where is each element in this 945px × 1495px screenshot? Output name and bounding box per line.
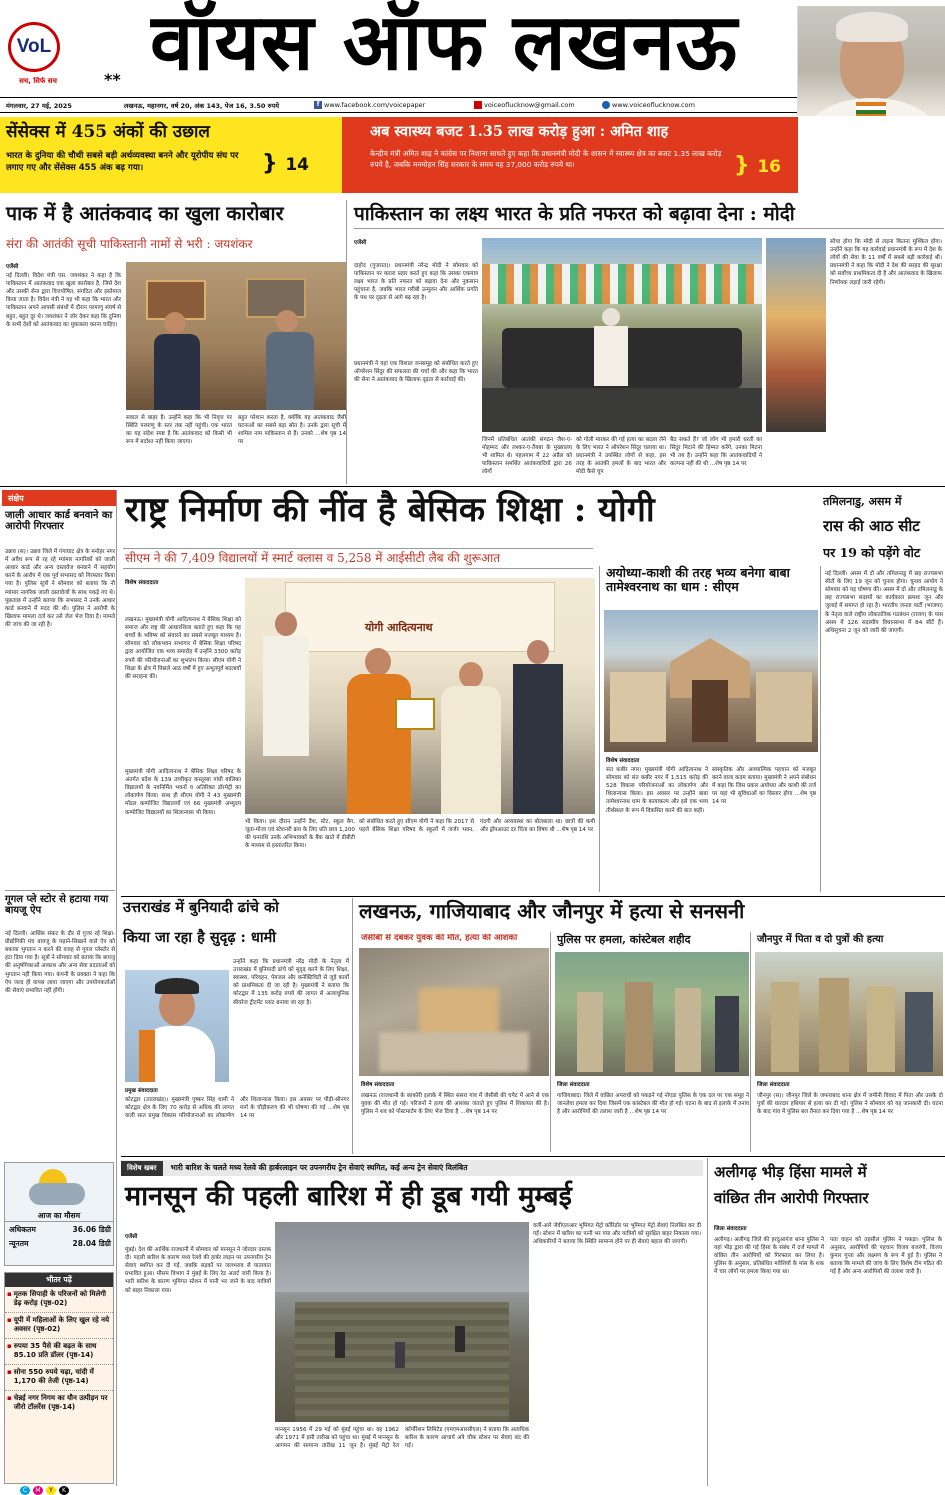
divider bbox=[121, 1156, 945, 1157]
bullet-icon: ▪ bbox=[7, 1315, 12, 1324]
story2-body2: प्रधानमंत्री ने यहां एक विशाल जनसमूह को संबोधित करते हुए ऑपरेशन सिंदूर की सफलता की चर्चा की और कहा कि भारत की सेना ने आतंकवाद के खिलाफ दृढ़ता से कार्रवाई की। bbox=[354, 361, 478, 384]
story-aligarh bbox=[707, 1158, 945, 1486]
story1-body2: सवाल से बाहर है। उन्होंने कहा कि भी निवृत्त पर स्थिति परमाणु के स्तर तक नहीं पहुंची। एक भारत का यह संदेश स्पष्ट है कि आतंकवाद को किसी भी रूप में बर्दाश्त नहीं किया जाएगा। bbox=[126, 415, 232, 446]
mumbai-kicker-bar bbox=[121, 1160, 703, 1176]
aligarh-byline: जिला संवाददाता bbox=[714, 1226, 747, 1232]
sankshep-kicker: संक्षेप bbox=[2, 490, 117, 506]
mumbai-flood-photo bbox=[275, 1222, 529, 1422]
story-uttarakhand bbox=[121, 898, 353, 1154]
crime-col-1 bbox=[359, 932, 551, 1152]
crime-story bbox=[357, 898, 945, 1154]
cmyk-k: K bbox=[59, 1486, 69, 1495]
bullet-icon: ▪ bbox=[7, 1393, 12, 1402]
story6-headline-2: रास की आठ सीट bbox=[823, 517, 920, 535]
story-pak-terror bbox=[2, 200, 347, 484]
paper-title: वॉयस ऑफ लखनऊ bbox=[150, 0, 738, 88]
crime1-byline: विशेष संवाददाता bbox=[361, 1082, 395, 1088]
facebook-icon: f bbox=[314, 101, 322, 109]
sensex-page-ref: } 14 bbox=[262, 151, 309, 176]
weather-icon bbox=[29, 1167, 85, 1207]
story7-byline: प्रमुख संवाददाता bbox=[125, 1088, 158, 1094]
inside-item[interactable] bbox=[5, 1339, 113, 1365]
story2-headline: पाकिस्तान का लक्ष्य भारत के प्रति नफरत को बढ़ावा देना : मोदी bbox=[354, 204, 944, 229]
story-rajya-sabha bbox=[823, 490, 945, 895]
inside-item[interactable] bbox=[5, 1287, 113, 1313]
issue-info: लखनऊ, महानगर, वर्ष 20, अंक 143, पेज 16, 3.50 रुपये bbox=[124, 101, 279, 110]
masthead bbox=[0, 0, 945, 116]
story-mumbai bbox=[121, 1158, 703, 1486]
story2-body3: सोचा होगा कि मोदी से लड़ना कितना मुश्किल होगा। उन्होंने कहा कि यह कार्रवाई प्रधानमंत्री के रूप में देश के लोगों की सेवा के 11 वर्षों में सबसे बड़ी कार्रवाई थी। प्रधानमंत्री ने कहा कि मोदी ने देश की सरहद की सुरक्षा को सर्वोच्च प्राथमिकता दी है और आतंकवाद के खिलाफ निर्णायक लड़ाई जारी रहेगी। bbox=[830, 239, 942, 286]
lead-body4: को संबोधित करते हुए सीएम योगी ने कहा कि 2017 से पहले बेसिक शिक्षा परिषद के स्कूलों में जर्जर भवन, गंदगी और अव्यवस्था का बोलबाला था। छात्रों की कमी और ड्रॉपआउट दर चिंता का विषय थी ...शेष पृष्ठ 14 पर bbox=[359, 819, 595, 834]
story-modi-pak bbox=[350, 200, 945, 484]
bullet-icon: ▪ bbox=[7, 1341, 12, 1350]
lead-byline: विशेष संवाददाता bbox=[125, 580, 159, 586]
dateline-bar bbox=[0, 97, 797, 113]
email-icon bbox=[474, 101, 482, 109]
inside-box bbox=[4, 1272, 114, 1484]
aligarh-headline-2: वांछित तीन आरोपी गिरफ्तार bbox=[714, 1189, 869, 1207]
logo bbox=[8, 22, 60, 72]
mumbai-byline: एजेंसी bbox=[125, 1234, 138, 1240]
sensex-headline: सेंसेक्स में 455 अंकों की उछाल bbox=[6, 122, 210, 142]
story5-byline: विशेष संवाददाता bbox=[606, 758, 640, 764]
weather-min-row bbox=[9, 1239, 111, 1249]
story2-body4: जिनमें प्रतिबंधित आतंकी संगठन जैश-ए-मोहम्मद और लश्कर-ए-तैयबा के मुख्यालय भी शामिल थे। पहलगाम में 22 अप्रैल को पाकिस्तान समर्थित आतंकवादियों द्वारा 26 लोगों bbox=[482, 437, 572, 476]
inside-item-text: मृतक सिपाही के परिजनों को मिलेगी डेढ़ करोड़ (पृष्ठ-02) bbox=[13, 1290, 106, 1308]
cmyk-m: M bbox=[33, 1486, 43, 1495]
story6-headline-3: पर 19 को पड़ेंगे वोट bbox=[823, 545, 921, 560]
story1-byline: एजेंसी bbox=[6, 264, 19, 270]
story1-body: नई दिल्ली। विदेश मंत्री एस. जयशंकर ने कहा है कि पाकिस्तान में आतंकवाद एक खुला कारोबार है, जिसे देश और उसकी सेना द्वारा वित्तपोषित, संगठित और इस्तेमाल किया जाता है। विदेश मंत्री ने यह भी कहा कि भारत और पाकिस्तान अपने आपसी संबंधों में दौरान परमाणु संघर्ष से बहुत, बहुत दूर थे। जयशंकर ने जोर देकर कहा कि दुनिया के सभी देशों को आतंकवाद का मुकाबला करना चाहिए। bbox=[6, 273, 121, 328]
temple-photo bbox=[604, 610, 818, 752]
mumbai-body1: मुंबई। देश की आर्थिक राजधानी में सोमवार को मानसून ने जोरदार दस्तक दी। पहली बारिश के कारण मध्य रेलवे की हार्बर लाइन पर उपनगरीय ट्रेन सेवाएं स्थगित कर दी गईं, जबकि सड़कों पर जलभराव से यातायात प्रभावित हुआ। मौसम विभाग ने मुंबई के लिए रेड अलर्ट जारी किया है। भारी बारिश के कारण भूमिगत स्टेशन में पानी भर जाने के बाद यात्रियों को बाहर निकाला गया। bbox=[125, 1247, 271, 1294]
police-photo bbox=[555, 952, 749, 1076]
crime3-headline: जौनपुर में पिता व दो पुत्रों की हत्या bbox=[757, 934, 884, 945]
inside-item-text: यूपी में महिलाओं के लिए खुल रहे नये अवसर (पृष्ठ-02) bbox=[13, 1315, 110, 1334]
weather-max: 36.06 डिग्री bbox=[72, 1225, 111, 1234]
story7-body2: कोटद्वार (उत्तराखंड)। मुख्यमंत्री पुष्कर सिंह धामी ने कोटद्वार क्षेत्र के लिए 70 करोड़ से अधिक की लागत वाली सात प्रमुख विकास परियोजनाओं का लोकार्पण और शिलान्यास किया। इस अवसर पर पौड़ी-श्रीनगर मार्ग के चौड़ीकरण की भी घोषणा की गई ...शेष पृष्ठ 14 पर bbox=[125, 1097, 349, 1120]
jaunpur-photo bbox=[755, 952, 943, 1076]
stars: ** bbox=[104, 70, 121, 89]
divider bbox=[121, 896, 945, 897]
story3-body: उन्नाव (स)। उन्नाव जिले में गंगाघाट क्षेत्र के मनोहर नगर में अवैध रूप से रह रहे म्यांमार नागरिकों को जाली आधार कार्ड और अन्य दस्तावेज बनवाने में सहयोग करने के आरोप में एक पूर्व सभासद को गिरफ्तार किया गया है। पुलिस सूत्रों ने सोमवार को बताया कि नौ म्यांमार नागरिक जाली दस्तावेजों के साथ पकड़े गए थे। पूछताछ में उन्होंने बताया कि सभासद ने उनके आधार कार्ड बनवाने में मदद की थी। पुलिस ने आरोपी के खिलाफ मामला दर्ज कर उसे जेल भेज दिया है। मामले की जांच की जा रही है। bbox=[5, 549, 115, 628]
story7-headline-2: किया जा रहा है सुदृढ़ : धामी bbox=[123, 929, 277, 946]
aligarh-body2: पता वाहन को तहसील पुलिस ने पकड़ा। पुलिस के अनुसार, आरोपियों की पहचान विजय बजरंगी, विजय कुमार गुप्ता और लक्ष्मण के रूप में हुई है। पुलिस ने बताया कि मामले की जांच के लिए विशेष टीम गठित की गई है और अन्य आरोपियों की तलाश जारी है। bbox=[830, 1237, 942, 1276]
modi-crowd-photo bbox=[766, 238, 826, 432]
mumbai-headline: मानसून की पहली बारिश में ही डूब गयी मुम्बई bbox=[125, 1181, 572, 1212]
story2-body5: को गोली मारकर की गई हत्या का बदला लेने के लिए भारत ने ऑपरेशन सिंदूर चलाया था। प्रधानमंत्री ने उपस्थित लोगों से कहा, इस तरह के आतंकी हमलों के बाद भारत और मोदी कैसे चुप bbox=[576, 437, 666, 476]
crime1-headline: जेसीबी से दबकर युवक की मौत, हत्या की आशंका bbox=[361, 934, 518, 943]
mumbai-body2: मानसून 1956 में 29 मई को मुंबई पहुंचा था। वह 1962 और 1971 में इसी तारीख को पहुंचा था। मुंबई में मानसून के आगमन की सामान्य तारीख 11 जून है। मुंबई मेट्रो रेल कॉर्पोरेशन लिमिटेड (एमएमआरसीएल) ने बताया कि अत्यधिक बारिश के कारण आचार्य अत्रे चौक स्टेशन पर सेवाएं बंद की गईं। bbox=[275, 1427, 529, 1450]
crime-col-2 bbox=[555, 932, 751, 1152]
sensex-text: भारत के दुनिया की चौथी सबसे बड़ी अर्थव्यवस्था बनने और यूरोपीय संघ पर लगाए गए और सेंसेक्स 455 अंक बढ़ गया। bbox=[6, 151, 239, 173]
weather-min: 28.04 डिग्री bbox=[72, 1239, 111, 1248]
story1-subhead: संरा की आतंकी सूची पाकिस्तानी नामों से भरी : जयशंकर bbox=[6, 237, 253, 251]
crime2-byline: जिला संवाददाता bbox=[557, 1082, 590, 1088]
mumbai-kicker: विशेष खबर bbox=[121, 1161, 163, 1176]
mumbai-body3: वर्ली-आरे जेवीएलआर भूमिगत मेट्रो कॉरिडोर पर भूमिगत मेट्रो सेवाएं निलंबित कर दी गईं। स्टेशन में बारिश का पानी भर गया और यात्रियों को सुरक्षित बाहर निकाला गया। अधिकारियों ने बताया कि स्थिति सामान्य होने पर ही सेवाएं बहाल की जाएंगी। bbox=[533, 1223, 701, 1246]
weather-box bbox=[4, 1162, 114, 1266]
masthead-photo bbox=[797, 6, 945, 116]
website-link[interactable]: www.voiceoflucknow.com bbox=[612, 101, 695, 109]
shah-text: केन्द्रीय मंत्री अमित शाह ने कांग्रेस पर निशाना साधते हुए कहा कि प्रधानमंत्री मोदी के शासन में स्वास्थ्य क्षेत्र का बजट 1.35 लाख करोड़ रुपये है, जबकि मनमोहन सिंह सरकार के समय यह 37,000 करोड़ रुपये था। bbox=[370, 149, 722, 169]
modi-roadshow-photo bbox=[482, 238, 762, 432]
lead-headline: राष्ट्र निर्माण की नींव है बेसिक शिक्षा : योगी bbox=[125, 490, 655, 530]
weather-min-label: न्यूनतम bbox=[9, 1239, 29, 1248]
crime3-byline: जिला संवाददाता bbox=[757, 1082, 790, 1088]
bullet-icon: ▪ bbox=[7, 1367, 12, 1376]
top-strip-right bbox=[342, 117, 798, 193]
logo-text: VoL bbox=[16, 36, 52, 57]
crime-headline: लखनऊ, गाजियाबाद और जौनपुर में हत्या से सनसनी bbox=[359, 899, 745, 923]
story-tameshwarnath bbox=[599, 566, 821, 892]
crime1-body: लखनऊ (राजधानी के काकोरी इलाके में स्थित ससरा गांव में जेसीबी की चपेट में आने से एक युवक की मौत हो गई। परिजनों ने हत्या की आशंका जताते हुए पुलिस में शिकायत की है। पुलिस ने शव को पोस्टमार्टम के लिए भेज दिया है ...शेष पृष्ठ 14 पर bbox=[361, 1093, 549, 1116]
story7-body1: उन्होंने कहा कि प्रधानमंत्री नरेंद्र मोदी के नेतृत्व में उत्तराखंड में बुनियादी ढांचे को सुदृढ़ करने के लिए शिक्षा, स्वास्थ्य, परिवहन, पेयजल और कनेक्टिविटी से जुड़े कार्यों को प्राथमिकता दी जा रही है। मुख्यमंत्री ने बताया कि कोटद्वार में 135 करोड़ रुपये की लागत से अत्याधुनिक सीवरेज ट्रीटमेंट प्लांट बनाया जा रहा है। bbox=[233, 959, 349, 1006]
logo-tagline: सच, सिर्फ सच bbox=[19, 77, 57, 85]
inside-item[interactable] bbox=[5, 1313, 113, 1339]
weather-max-row bbox=[9, 1225, 111, 1235]
crime-col-3 bbox=[755, 932, 945, 1152]
lead-body2: मुख्यमंत्री योगी आदित्यनाथ ने बेसिक शिक्षा परिषद के अंतर्गत प्रदेश के 139 उच्चीकृत कस्तूरबा गांधी बालिका विद्यालयों के नवनिर्मित भवनों व अतिरिक्त डॉरमेट्री का लोकार्पण किया। साथ ही सीएम योगी ने 43 मुख्यमंत्री मॉडल कम्पोजिट विद्यालयों एवं 66 मुख्यमंत्री अभ्युदय कम्पोजिट विद्यालयों का शिलान्यास भी किया। bbox=[125, 769, 241, 816]
divider bbox=[0, 486, 945, 487]
crime2-headline: पुलिस पर हमला, कांस्टेबल शहीद bbox=[557, 933, 691, 946]
dateline: मंगलवार, 27 मई, 2025 bbox=[6, 101, 72, 110]
lead-subhead: सीएम ने की 7,409 विद्यालयों में स्मार्ट क्लास व 5,258 में आईसीटी लैब की शुरूआत bbox=[123, 548, 593, 569]
weather-title: आज का मौसम bbox=[5, 1211, 113, 1222]
email-link[interactable]: voiceoflucknow@gmail.com bbox=[484, 101, 575, 109]
story1-body3: बहुत परेशान करता है, क्योंकि यह आतंकवाद जैसी घटनाओं का सबसे बड़ा स्रोत है। उनके द्वारा सूची में शामिल नाम पाकिस्तान से हैं। उनको ...शेष पृष्ठ 14 पर bbox=[238, 415, 346, 446]
cmyk-c: C bbox=[20, 1486, 30, 1495]
story6-headline-1: तमिलनाडु, असम में bbox=[823, 495, 902, 508]
facebook-link[interactable]: www.facebook.com/voicepaper bbox=[324, 101, 426, 109]
left-column bbox=[2, 490, 117, 1490]
crime3-body: जौनपुर (स)। जौनपुर जिले के जफराबाद थाना क्षेत्र में जमीनी विवाद में पिता और उसके दो पुत्रों की धारदार हथियार से हत्या कर दी गई। पुलिस ने सोमवार को यह जानकारी दी। घटना के बाद गांव में पुलिस बल तैनात कर दिया गया है ...शेष पृष्ठ 14 पर bbox=[757, 1093, 943, 1116]
story5-body1: संत कबीर नगर। मुख्यमंत्री योगी आदित्यनाथ ने सोमवार को संत कबीर नगर में 1,515 करोड़ की 528 विकास परियोजनाओं का लोकार्पण और शिलान्यास किया। इस अवसर पर उन्होंने बाबा तामेश्वरनाथ धाम के कायाकल्प और इसे एक भव्य तीर्थस्थल के रूप में विकसित करने की बात कही। bbox=[606, 767, 708, 814]
story6-body: नई दिल्ली। असम में दो और तमिलनाडु में छह राज्यसभा सीटों के लिए 19 जून को चुनाव होगा। चुनाव आयोग ने सोमवार को यह घोषणा की। असम में दो और तमिलनाडु के छह राज्यसभा सदस्यों का कार्यकाल क्रमशः जून और जुलाई में समाप्त हो रहा है। भारतीय जनता पार्टी (भाजपा) के नेतृत्व वाले राष्ट्रीय लोकतांत्रिक गठबंधन (राजग) के पास असम में 126 सदस्यीय विधानसभा में 84 सीटें हैं। अधिसूचना 2 जून को जारी की जाएगी। bbox=[825, 571, 943, 634]
bullet-icon: ▪ bbox=[7, 1290, 12, 1298]
cmyk-y: Y bbox=[46, 1486, 56, 1495]
sensex-page: 14 bbox=[285, 155, 309, 175]
story5-body2: सांस्कृतिक और आध्यात्मिक पहचान को मजबूत करने वाला कदम बताया। मुख्यमंत्री ने अपने संबोधन में कहा कि जिस प्रकार अयोध्या और काशी की तर्ज पर यहां भी सुविधाओं का विस्तार होगा ...शेष पृष्ठ 14 पर bbox=[712, 767, 816, 806]
jaishankar-photo bbox=[126, 262, 346, 410]
inside-title: भीतर पढ़ें bbox=[5, 1273, 113, 1287]
yogi-banner-text: योगी आदित्यनाथ bbox=[365, 621, 433, 634]
inside-item[interactable] bbox=[5, 1365, 113, 1391]
top-strip-left bbox=[0, 117, 342, 193]
inside-item-text: सोना 550 रुपये चढ़ा, चांदी में 1,170 की तेजी (पृष्ठ-14) bbox=[13, 1367, 94, 1386]
lead-body1: लखनऊ। मुख्यमंत्री योगी आदित्यनाथ ने बेसिक शिक्षा को समाज और राष्ट्र की आधारशिला बताते हुए कहा कि यह बच्चों के भविष्य को संवारने का सबसे मजबूत माध्यम है। सोमवार को लोकभवन सभागार में बेसिक शिक्षा परिषद द्वारा आयोजित एक भव्य समारोह में उन्होंने 3300 करोड़ रुपये की परियोजनाओं का शुभारंभ किया। सीएम योगी ने शिक्षा के क्षेत्र में पिछले आठ वर्षों में हुए अभूतपूर्व बदलावों की सराहना की। bbox=[125, 617, 241, 680]
lead-body3: भी किया। इस दौरान उन्होंने डैश, स्टेट, स्कूल बैग, जूता-मोजा एवं स्टेशनरी क्रय के लिए प्रति छात्र 1,200 की धनराशि उनके अभिभावकों के बैंक खाते में डीबीटी के माध्यम से हस्तांतरित किया। bbox=[245, 819, 355, 850]
inside-item-text: रुपया 35 पैसे की बढ़त के साथ 85.10 प्रति डॉलर (पृष्ठ-14) bbox=[13, 1341, 97, 1360]
yogi-event-photo bbox=[245, 578, 595, 814]
story2-body6: बैठ सकते हैं? जो लोग भी हमारी धरती का सिंदूर मिटाने की हिम्मत करेंगे, उनका मिटना भी तय है। उन्होंने कहा कि आतंकवादियों ने कल्पना नहीं की थी ...शेष पृष्ठ 14 पर bbox=[670, 437, 762, 468]
story2-byline: एजेंसी bbox=[354, 240, 367, 246]
shah-headline: अब स्वास्थ्य बजट 1.35 लाख करोड़ हुआ : अमित शाह bbox=[370, 123, 669, 140]
story5-headline: अयोध्या-काशी की तरह भव्य बनेगा बाबा तामेश्वरनाथ का धाम : सीएम bbox=[606, 565, 790, 594]
story4-body: नई दिल्ली। आर्थिक संकट के दौर से गुजर रहे शिक्षा-प्रौद्योगिकी मंच बायजू के पढ़ाने-सिखाने वाले ऐप को बकाया भुगतान न करने की वजह से गूगल प्लेस्टोर से हटा दिया गया है। सूत्रों ने सोमवार को बताया कि बायजू की अनुषंगिकाओं आकाश और अन्य सेवा प्रदाताओं को भुगतान नहीं किया गया। कंपनी के प्रवक्ता ने कहा कि ऐप जल्द ही वापस लाया जाएगा और उपयोगकर्ताओं की सेवाएं प्रभावित नहीं होंगी। bbox=[5, 931, 115, 994]
shah-page: 16 bbox=[757, 157, 781, 177]
lead-story bbox=[121, 490, 821, 895]
story3-headline: जाली आधार कार्ड बनवाने का आरोपी गिरफ्तार bbox=[5, 510, 113, 532]
cmyk-bar bbox=[0, 1486, 945, 1495]
dhami-photo bbox=[125, 970, 229, 1082]
inside-item[interactable] bbox=[5, 1391, 113, 1416]
globe-icon bbox=[602, 101, 610, 109]
story1-headline: पाक में है आतंकवाद का खुला कारोबार bbox=[6, 202, 284, 225]
story7-headline-1: उत्तराखंड में बुनियादी ढांचे को bbox=[123, 899, 279, 916]
aligarh-body1: अलीगढ़। अलीगढ़ जिले की हरदुआगंज थाना पुलिस ने यहां भीड़ द्वारा की गई हिंसा के संबंध में दर्ज मामले में वांछित तीन आरोपियों को गिरफ्तार कर लिया है। पुलिस के अनुसार, प्रतिबंधित मवेशियों के मांस के शक में चार लोगों पर हमला किया गया था। bbox=[714, 1237, 824, 1276]
story2-body1: दाहोद (गुजरात)। प्रधानमंत्री नरेन्द्र मोदी ने सोमवार को पाकिस्तान पर करारा प्रहार करते हुए कहा कि उसका एकमात्र लक्ष्य भारत के प्रति नफरत को बढ़ावा देना और नुकसान पहुंचाना है, जबकि भारत गरीबी उन्मूलन और आर्थिक प्रगति के पथ पर दृढ़ता से आगे बढ़ रहा है। bbox=[354, 263, 478, 302]
inside-item-text: चेन्नई नगर निगम का यौन उत्पीड़न पर जीरो टॉलरेंस (पृष्ठ-14) bbox=[13, 1393, 108, 1411]
aligarh-headline-1: अलीगढ़ भीड़ हिंसा मामले में bbox=[714, 1163, 867, 1181]
crime2-body: गाजियाबाद। जिले में वांछित अपराधी को पकड़ने गई नोएडा पुलिस के एक दल पर एक समूह ने जानलेवा हमला कर दिया जिसमें एक कांस्टेबल की मौत हो गई। घटना के बाद से इलाके में तनाव है और आरोपियों की तलाश जारी है ...शेष पृष्ठ 14 पर bbox=[557, 1093, 749, 1116]
story4-headline: गूगल प्ले स्टोर से हटाया गया बायजू ऐप bbox=[5, 890, 115, 916]
jcb-photo bbox=[359, 948, 549, 1076]
weather-max-label: अधिकतम bbox=[9, 1225, 36, 1234]
mumbai-strap: भारी बारिश के चलते मध्य रेलवे की हार्बरलाइन पर उपनगरीय ट्रेन सेवाएं स्थगित, कई अन्य ट्रेन सेवाएं विलंबित bbox=[170, 1163, 468, 1172]
shah-page-ref: } 16 bbox=[734, 153, 781, 178]
